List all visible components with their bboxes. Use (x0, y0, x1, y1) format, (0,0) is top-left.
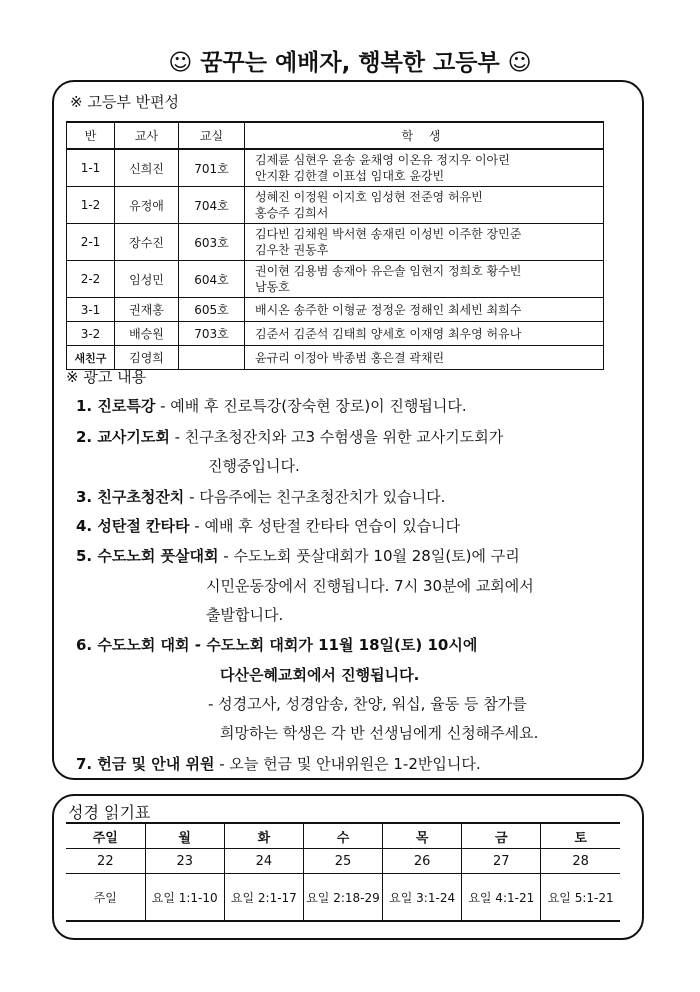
class-table (66, 121, 604, 370)
ad-text: - 수도노회 풋살대회가 10월 28일(토)에 구리 (218, 547, 520, 565)
students-line: 김제륜 심현우 윤송 윤채영 이온유 정지우 이아린 (255, 153, 510, 167)
day-cell: 수 (303, 823, 382, 849)
ad-continuation: - 성경고사, 성경암송, 찬양, 워십, 율동 등 참가를 (208, 695, 527, 713)
day-cell: 금 (462, 823, 541, 849)
teacher-cell: 신희진 (115, 149, 179, 187)
class-cell: 1-1 (67, 149, 115, 187)
class-cell: 1-2 (67, 187, 115, 224)
teacher-cell: 유정애 (115, 187, 179, 224)
ad-text: - 예배 후 성탄절 칸타타 연습이 있습니다 (189, 517, 461, 535)
class-cell: 2-2 (67, 261, 115, 298)
ad-item-1 (76, 395, 467, 416)
ad-title: 1. 진로특강 (76, 397, 156, 415)
ad-continuation: 시민운동장에서 진행됩니다. 7시 30분에 교회에서 (206, 577, 534, 595)
table-row (67, 149, 604, 187)
students-line: 안지환 김한결 이표섭 임대호 윤강빈 (255, 169, 445, 183)
col-header-teacher: 교사 (115, 122, 179, 149)
ad-title: 7. 헌금 및 안내 위원 (76, 755, 215, 773)
teacher-cell: 임성민 (115, 261, 179, 298)
room-cell: 703호 (179, 322, 245, 346)
ad-item-7 (76, 753, 481, 774)
page-title: ☺ 꿈꾸는 예배자, 행복한 고등부 ☺ (168, 50, 532, 76)
teacher-cell: 장수진 (115, 224, 179, 261)
ad-continuation: 희망하는 학생은 각 반 선생님에게 신청해주세요. (220, 724, 539, 742)
ad-title: 6. 수도노회 대회 (76, 636, 190, 654)
date-cell: 23 (145, 849, 224, 874)
room-cell: 605호 (179, 298, 245, 322)
passage-cell: 요일 5:1-21 (541, 874, 620, 922)
class-cell: 2-1 (67, 224, 115, 261)
ad-title: 2. 교사기도회 (76, 428, 170, 446)
col-header-students: 학 생 (245, 122, 604, 149)
ad-title: 4. 성탄절 칸타타 (76, 517, 190, 535)
date-cell: 24 (224, 849, 303, 874)
date-cell: 25 (303, 849, 382, 874)
table-row (67, 298, 604, 322)
teacher-cell: 김영희 (115, 346, 179, 370)
table-row (67, 322, 604, 346)
ad-text: - 수도노회 대회가 11월 18일(토) 10시에 (189, 636, 478, 654)
day-cell: 토 (541, 823, 620, 849)
ad-item-6 (76, 634, 477, 655)
ad-item-4 (76, 515, 460, 536)
teacher-cell: 배승원 (115, 322, 179, 346)
date-cell: 22 (66, 849, 145, 874)
students-line: 남동호 (255, 280, 290, 294)
room-cell: 604호 (179, 261, 245, 298)
room-cell: 701호 (179, 149, 245, 187)
teacher-cell: 권재홍 (115, 298, 179, 322)
date-cell: 26 (383, 849, 462, 874)
students-cell: 윤규리 이정아 박종범 홍은결 곽채린 (245, 346, 604, 370)
date-cell: 27 (462, 849, 541, 874)
students-cell: 배시온 송주한 이형균 정정운 정해인 최세빈 최희수 (245, 298, 604, 322)
passage-cell: 요일 4:1-21 (462, 874, 541, 922)
day-cell: 목 (383, 823, 462, 849)
col-header-class: 반 (67, 122, 115, 149)
ad-continuation: 출발합니다. (206, 606, 284, 624)
class-cell: 3-2 (67, 322, 115, 346)
table-row (67, 346, 604, 370)
ad-text: - 다음주에는 친구초청잔치가 있습니다. (184, 488, 446, 506)
reading-days-row (66, 823, 620, 849)
ad-text: - 친구초청잔치와 고3 수험생을 위한 교사기도회가 (169, 428, 504, 446)
passage-cell: 요일 1:1-10 (145, 874, 224, 922)
passage-cell: 요일 2:1-17 (224, 874, 303, 922)
students-line: 권이현 김용범 송재아 유은솔 임현지 정희호 황수빈 (255, 264, 522, 278)
table-row (67, 224, 604, 261)
passage-cell: 주일 (66, 874, 145, 922)
day-cell: 월 (145, 823, 224, 849)
students-cell (245, 224, 604, 261)
students-cell: 김준서 김준석 김태희 양세호 이재영 최우영 허유나 (245, 322, 604, 346)
ads-heading: ※ 광고 내용 (66, 368, 147, 386)
ad-item-2 (76, 426, 503, 447)
class-cell: 3-1 (67, 298, 115, 322)
ad-continuation: 진행중입니다. (208, 457, 300, 475)
ad-text: - 예배 후 진로특강(장숙현 장로)이 진행됩니다. (155, 397, 467, 415)
reading-dates-row (66, 849, 620, 874)
reading-heading: 성경 읽기표 (68, 803, 151, 822)
students-line: 홍승주 김희서 (255, 206, 329, 220)
ad-item-3 (76, 486, 445, 507)
col-header-room: 교실 (179, 122, 245, 149)
table-header-row (67, 122, 604, 149)
students-cell (245, 261, 604, 298)
students-line: 김우찬 권동후 (255, 243, 329, 257)
passage-cell: 요일 2:18-29 (303, 874, 382, 922)
day-cell: 주일 (66, 823, 145, 849)
ad-continuation: 다산은혜교회에서 진행됩니다. (220, 666, 420, 684)
students-cell (245, 187, 604, 224)
students-cell (245, 149, 604, 187)
room-cell (179, 346, 245, 370)
table-row (67, 187, 604, 224)
ad-title: 5. 수도노회 풋살대회 (76, 547, 219, 565)
students-line: 성혜진 이정원 이지호 임성현 전준영 허유빈 (255, 190, 483, 204)
ad-item-5 (76, 545, 520, 566)
passage-cell: 요일 3:1-24 (383, 874, 462, 922)
date-cell: 28 (541, 849, 620, 874)
ad-text: - 오늘 헌금 및 안내위원은 1-2반입니다. (214, 755, 481, 773)
day-cell: 화 (224, 823, 303, 849)
class-section-heading: ※ 고등부 반편성 (70, 93, 180, 111)
table-row (67, 261, 604, 298)
reading-table (66, 822, 620, 922)
students-line: 김다빈 김채원 박서현 송재린 이성빈 이주한 장민준 (255, 227, 522, 241)
ad-title: 3. 친구초청잔치 (76, 488, 185, 506)
class-cell: 새친구 (67, 346, 115, 370)
reading-passages-row (66, 874, 620, 922)
room-cell: 704호 (179, 187, 245, 224)
room-cell: 603호 (179, 224, 245, 261)
